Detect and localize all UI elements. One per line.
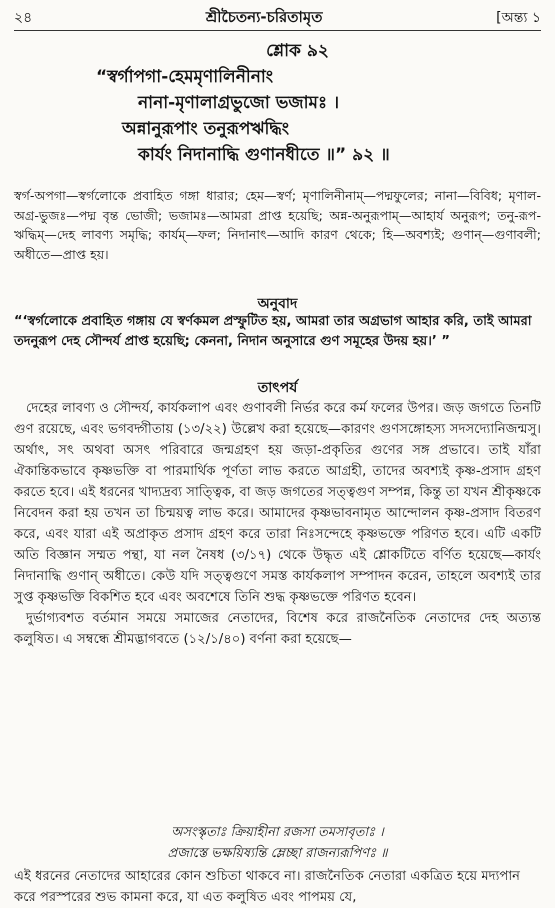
verse-line-2: নানা-মৃণালাগ্রভুজো ভজামঃ । [138,93,340,113]
quoted-verse-line-2: প্রজাস্তে ভক্ষয়িষ্যন্তি ম্লেচ্ছা রাজন্যরূপিণঃ ॥ [167,846,388,861]
word-meanings: স্বর্গ-অপগা—স্বর্গলোকে প্রবাহিত গঙ্গা ধারার; হেম—স্বর্ণ; মৃণালিনীনাম্—পদ্মফুলের; নানা—বিবিধ; মৃণাল-অগ্র-ভুজঃ—পদ্ম বৃন্ত ভোজী; ভজামঃ—আমরা প্রাপ্ত হয়েছি; অন্ন-অনুরূপাম্—আহার্য অনুরূপ; তনু-রূপ-ঋদ্ধিম্—দেহ লাবণ্য সমৃদ্ধি; কার্যম্—ফল; নিদানাৎ—আদি কারণ থেকে; হি—অবশ্যই; গুণান্—গুণাবলী; অধীতে—প্রাপ্ত হয়। [14,188,541,262]
verse-block [0,38,555,168]
purport-heading: তাৎপর্য [257,380,298,396]
verse-line-3: অন্নানুরূপাং তনুরূপঋদ্ধিং [122,119,290,139]
page-number: ২৪ [14,10,33,26]
chapter-reference: [অন্ত্য ১ [496,10,541,26]
verse-line-1: “স্বর্গাপগা-হেমমৃণালিনীনাং [96,67,274,87]
translation-heading: অনুবাদ [257,296,298,312]
book-title: শ্রীচৈতন্য-চরিতামৃত [205,7,323,26]
purport-paragraph-2: দুর্ভাগ্যবশত বর্তমান সময়ে সমাজের নেতাদের, বিশেষ করে রাজনৈতিক নেতাদের দেহ অত্যন্ত কলুষিত। এ সম্বন্ধে শ্রীমদ্ভাগবতে (১২/১/৪০) বর্ণনা করা হয়েছে— [14,611,541,647]
verse-title: শ্লোক ৯২ [266,41,329,61]
page-header [14,6,541,31]
translation-text: “‘স্বর্গলোকে প্রবাহিত গঙ্গায় যে স্বর্ণকমল প্রস্ফুটিত হয়, আমরা তার অগ্রভাগ আহার করি, তাই আমরা তদনুরূপ দেহ সৌন্দর্য প্রাপ্ত হয়েছি; কেননা, নিদান অনুসারে গুণ সমূহের উদয় হয়।’ ” [14,314,532,349]
quoted-verse [0,822,555,864]
verse-line-4: কার্যং নিদানাদ্ধি গুণানধীতে ॥” ৯২ ॥ [138,145,390,165]
purport-body [14,398,541,650]
purport-closing: এই ধরনের নেতাদের আহারের কোন শুচিতা থাকবে না। রাজনৈতিক নেতারা একত্রিত হয়ে মদ্যপান করে পরস্পরের শুভ কামনা করে, যা এত কলুষিত এবং পাপময় যে, [14,869,521,905]
quoted-verse-line-1: অসংস্কৃতাঃ ক্রিয়াহীনা রজসা তমসাবৃতাঃ । [171,825,384,840]
purport-paragraph-1: দেহের লাবণ্য ও সৌন্দর্য, কার্যকলাপ এবং গুণাবলী নির্ভর করে কর্ম ফলের উপর। জড় জগতে তিনটি গুণ রয়েছে, এবং ভগবদ্গীতায় (১৩/২২) উল্লেখ করা হয়েছে—কারণং গুণসঙ্গোহস্য সদসদ্যোনিজন্মসু। অর্থাৎ, সৎ অথবা অসৎ পরিবারে জন্মগ্রহণ হয় জড়া-প্রকৃতির গুণের সঙ্গ প্রভাবে। তাই যাঁরা ঐকান্তিকভাবে কৃষ্ণভক্তি বা পারমার্থিক পূর্ণতা লাভ করতে আগ্রহী, তাদের অবশ্যই কৃষ্ণ-প্রসাদ গ্রহণ করতে হবে। এই ধরনের খাদ্যদ্রব্য সাত্ত্বিক, বা জড় জগতের সত্ত্বগুণ সম্পন্ন, কিন্তু তা যখন শ্রীকৃষ্ণকে নিবেদন করা হয় তখন তা চিন্ময়ত্ব লাভ করে। আমাদের কৃষ্ণভাবনামৃত আন্দোলন কৃষ্ণ-প্রসাদ বিতরণ করে, এবং যারা এই অপ্রাকৃত প্রসাদ গ্রহণ করে তারা নিঃসন্দেহে কৃষ্ণভক্তে পরিণত হবে। এটি একটি অতি বিজ্ঞান সম্মত পন্থা, যা নল নৈষধ (৩/১৭) থেকে উদ্ধৃত এই শ্লোকটিতে বর্ণিত হয়েছে—কার্যং নিদানাদ্ধি গুণান্ অধীতে। কেউ যদি সত্ত্বগুণে সমস্ত কার্যকলাপ সম্পাদন করেন, তাহলে অবশ্যই তার সুপ্ত কৃষ্ণভক্তি বিকশিত হবে এবং অবশেষে তিনি শুদ্ধ কৃষ্ণভক্তে পরিণত হবেন। [14,401,541,605]
